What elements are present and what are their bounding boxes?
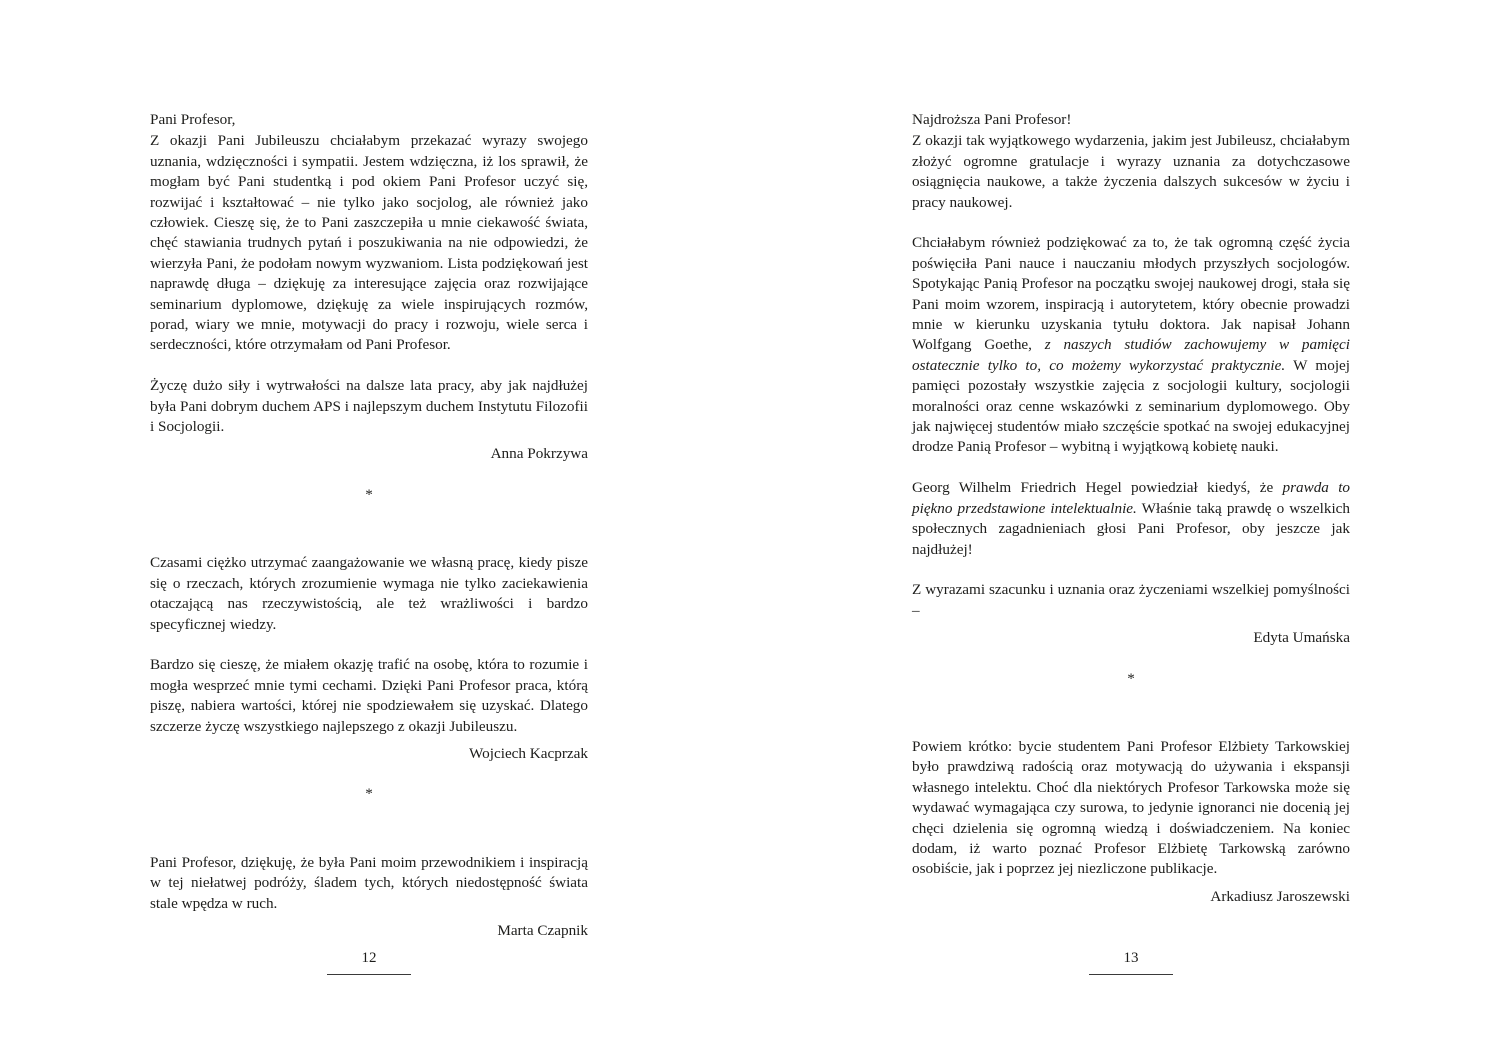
letter-paragraph: Czasami ciężko utrzymać zaangażowanie we własną pracę, kiedy pisze się o rzeczach, których zrozumienie wymaga nie tylko zaciekawienia otaczającą nas rzeczywistością, ale też wrażliwości i bardzo specyficznej wiedzy.	[150, 554, 588, 633]
right-page	[750, 0, 1500, 1039]
paragraph-text: Chciałabym również podziękować za to, że tak ogromną część życia poświęciła Pani nauce i nauczaniu młodych przyszłych socjologów. Spotykając Panią Profesor na początku swojej naukowej drogi, stała się Pani moim wzorem, inspiracją i autorytetem, który obecnie prowadzi mnie w kierunku uzyskania tytułu doktora. Jak napisał Johann Wolfgang Goethe,	[912, 234, 1350, 354]
letter-paragraph: Pani Profesor, dziękuję, że była Pani moim przewodnikiem i inspiracją w tej niełatwej podróży, śladem tych, których niedostępność świata stale wpędza w ruch.	[150, 853, 588, 912]
letter-paragraph	[912, 478, 1350, 560]
letter-paragraph: Życzę dużo siły i wytrwałości na dalsze lata pracy, aby jak najdłużej była Pani dobrym duchem APS i najlepszym duchem Instytutu Filozofii i Socjologii.	[150, 377, 588, 436]
letter-salutation: Najdroższa Pani Profesor!	[912, 111, 1072, 128]
hegel-quote: prawda to piękno przedstawione intelektualnie.	[912, 479, 1351, 517]
letter-paragraph: Z wyrazami szacunku i uznania oraz życzeniami wszelkiej pomyślności –	[912, 581, 1350, 619]
page-number	[1089, 948, 1173, 975]
section-separator: *	[365, 485, 373, 503]
letter-paragraph: Z okazji tak wyjątkowego wydarzenia, jakim jest Jubileusz, chciałabym złożyć ogromne gratulacje i wyrazy uznania za dotychczasowe osiągnięcia naukowe, a także życzenia dalszych sukcesów w życiu i pracy naukowej.	[912, 132, 1350, 211]
letter-signature: Wojciech Kacprzak	[469, 744, 588, 762]
paragraph-text: Georg Wilhelm Friedrich Hegel powiedział kiedyś, że	[912, 479, 1283, 497]
page-number-text: 13	[1123, 950, 1139, 966]
letter-signature: Marta Czapnik	[497, 921, 588, 939]
page-number-rule	[327, 974, 411, 975]
letter-signature: Arkadiusz Jaroszewski	[1210, 887, 1350, 905]
left-text-column	[150, 110, 588, 941]
letter-signature: Anna Pokrzywa	[490, 445, 588, 463]
page-number	[327, 948, 411, 975]
paragraph-text: W mojej pamięci pozostały wszystkie zajęcia z socjologii kultury, socjologii moralności oraz cenne wskazówki z seminarium dyplomowego. Oby jak najwięcej studentów miało szczęście spotkać na swojej edukacyjnej drodze Panią Profesor – wybitną i wyjątkową kobietę nauki.	[912, 356, 1351, 456]
letter-paragraph	[912, 233, 1350, 457]
letter-salutation: Pani Profesor,	[150, 111, 236, 128]
goethe-quote: z naszych studiów zachowujemy w pamięci ostatecznie tylko to, co możemy wykorzystać praktycznie.	[912, 336, 1350, 374]
right-text-column	[912, 110, 1350, 907]
page-number-rule	[1089, 974, 1173, 975]
section-separator: *	[1127, 669, 1135, 687]
letter-paragraph: Powiem krótko: bycie studentem Pani Profesor Elżbiety Tarkowskiej było prawdziwą radością oraz motywacją do używania i ekspansji własnego intelektu. Choć dla niektórych Profesor Tarkowska może się wydawać wymagająca czy surowa, to jedynie ignoranci nie docenią jej chęci dzielenia się ogromną wiedzą i doświadczeniem. Na koniec dodam, iż warto poznać Profesor Elżbietę Tarkowską zarówno osobiście, jak i poprzez jej niezliczone publikacje.	[912, 737, 1350, 878]
letter-paragraph: Z okazji Pani Jubileuszu chciałabym przekazać wyrazy swojego uznania, wdzięczności i sympatii. Jestem wdzięczna, iż los sprawił, że mogłam być Pani studentką i pod okiem Pani Profesor uczyć się, rozwijać i kształtować – nie tylko jako socjolog, ale również jako człowiek. Cieszę się, że to Pani zaszczepiła u mnie ciekawość świata, chęć stawiania trudnych pytań i poszukiwania na nie odpowiedzi, że wierzyła Pani, że podołam nowym wyzwaniom. Lista podziękowań jest naprawdę długa – dziękuję za interesujące zajęcia oraz rozwijające seminarium dyplomowe, dziękuję za wiele inspirujących rozmów, porad, wiary we mnie, motywacji do pracy i rozwoju, wiele serca i serdeczności, które otrzymałam od Pani Profesor.	[150, 132, 588, 354]
page-number-text: 12	[361, 950, 377, 966]
letter-signature: Edyta Umańska	[1253, 629, 1350, 647]
paragraph-text: Właśnie taką prawdę o wszelkich społecznych zagadnieniach głosi Pani Profesor, oby jeszcze jak najdłużej!	[912, 499, 1351, 558]
letter-paragraph: Bardzo się cieszę, że miałem okazję trafić na osobę, która to rozumie i mogła wesprzeć mnie tymi cechami. Dzięki Pani Profesor praca, którą piszę, nabiera wartości, której nie spodziewałem się uzyskać. Dlatego szczerze życzę wszystkiego najlepszego z okazji Jubileuszu.	[150, 656, 588, 735]
section-separator: *	[365, 785, 373, 803]
